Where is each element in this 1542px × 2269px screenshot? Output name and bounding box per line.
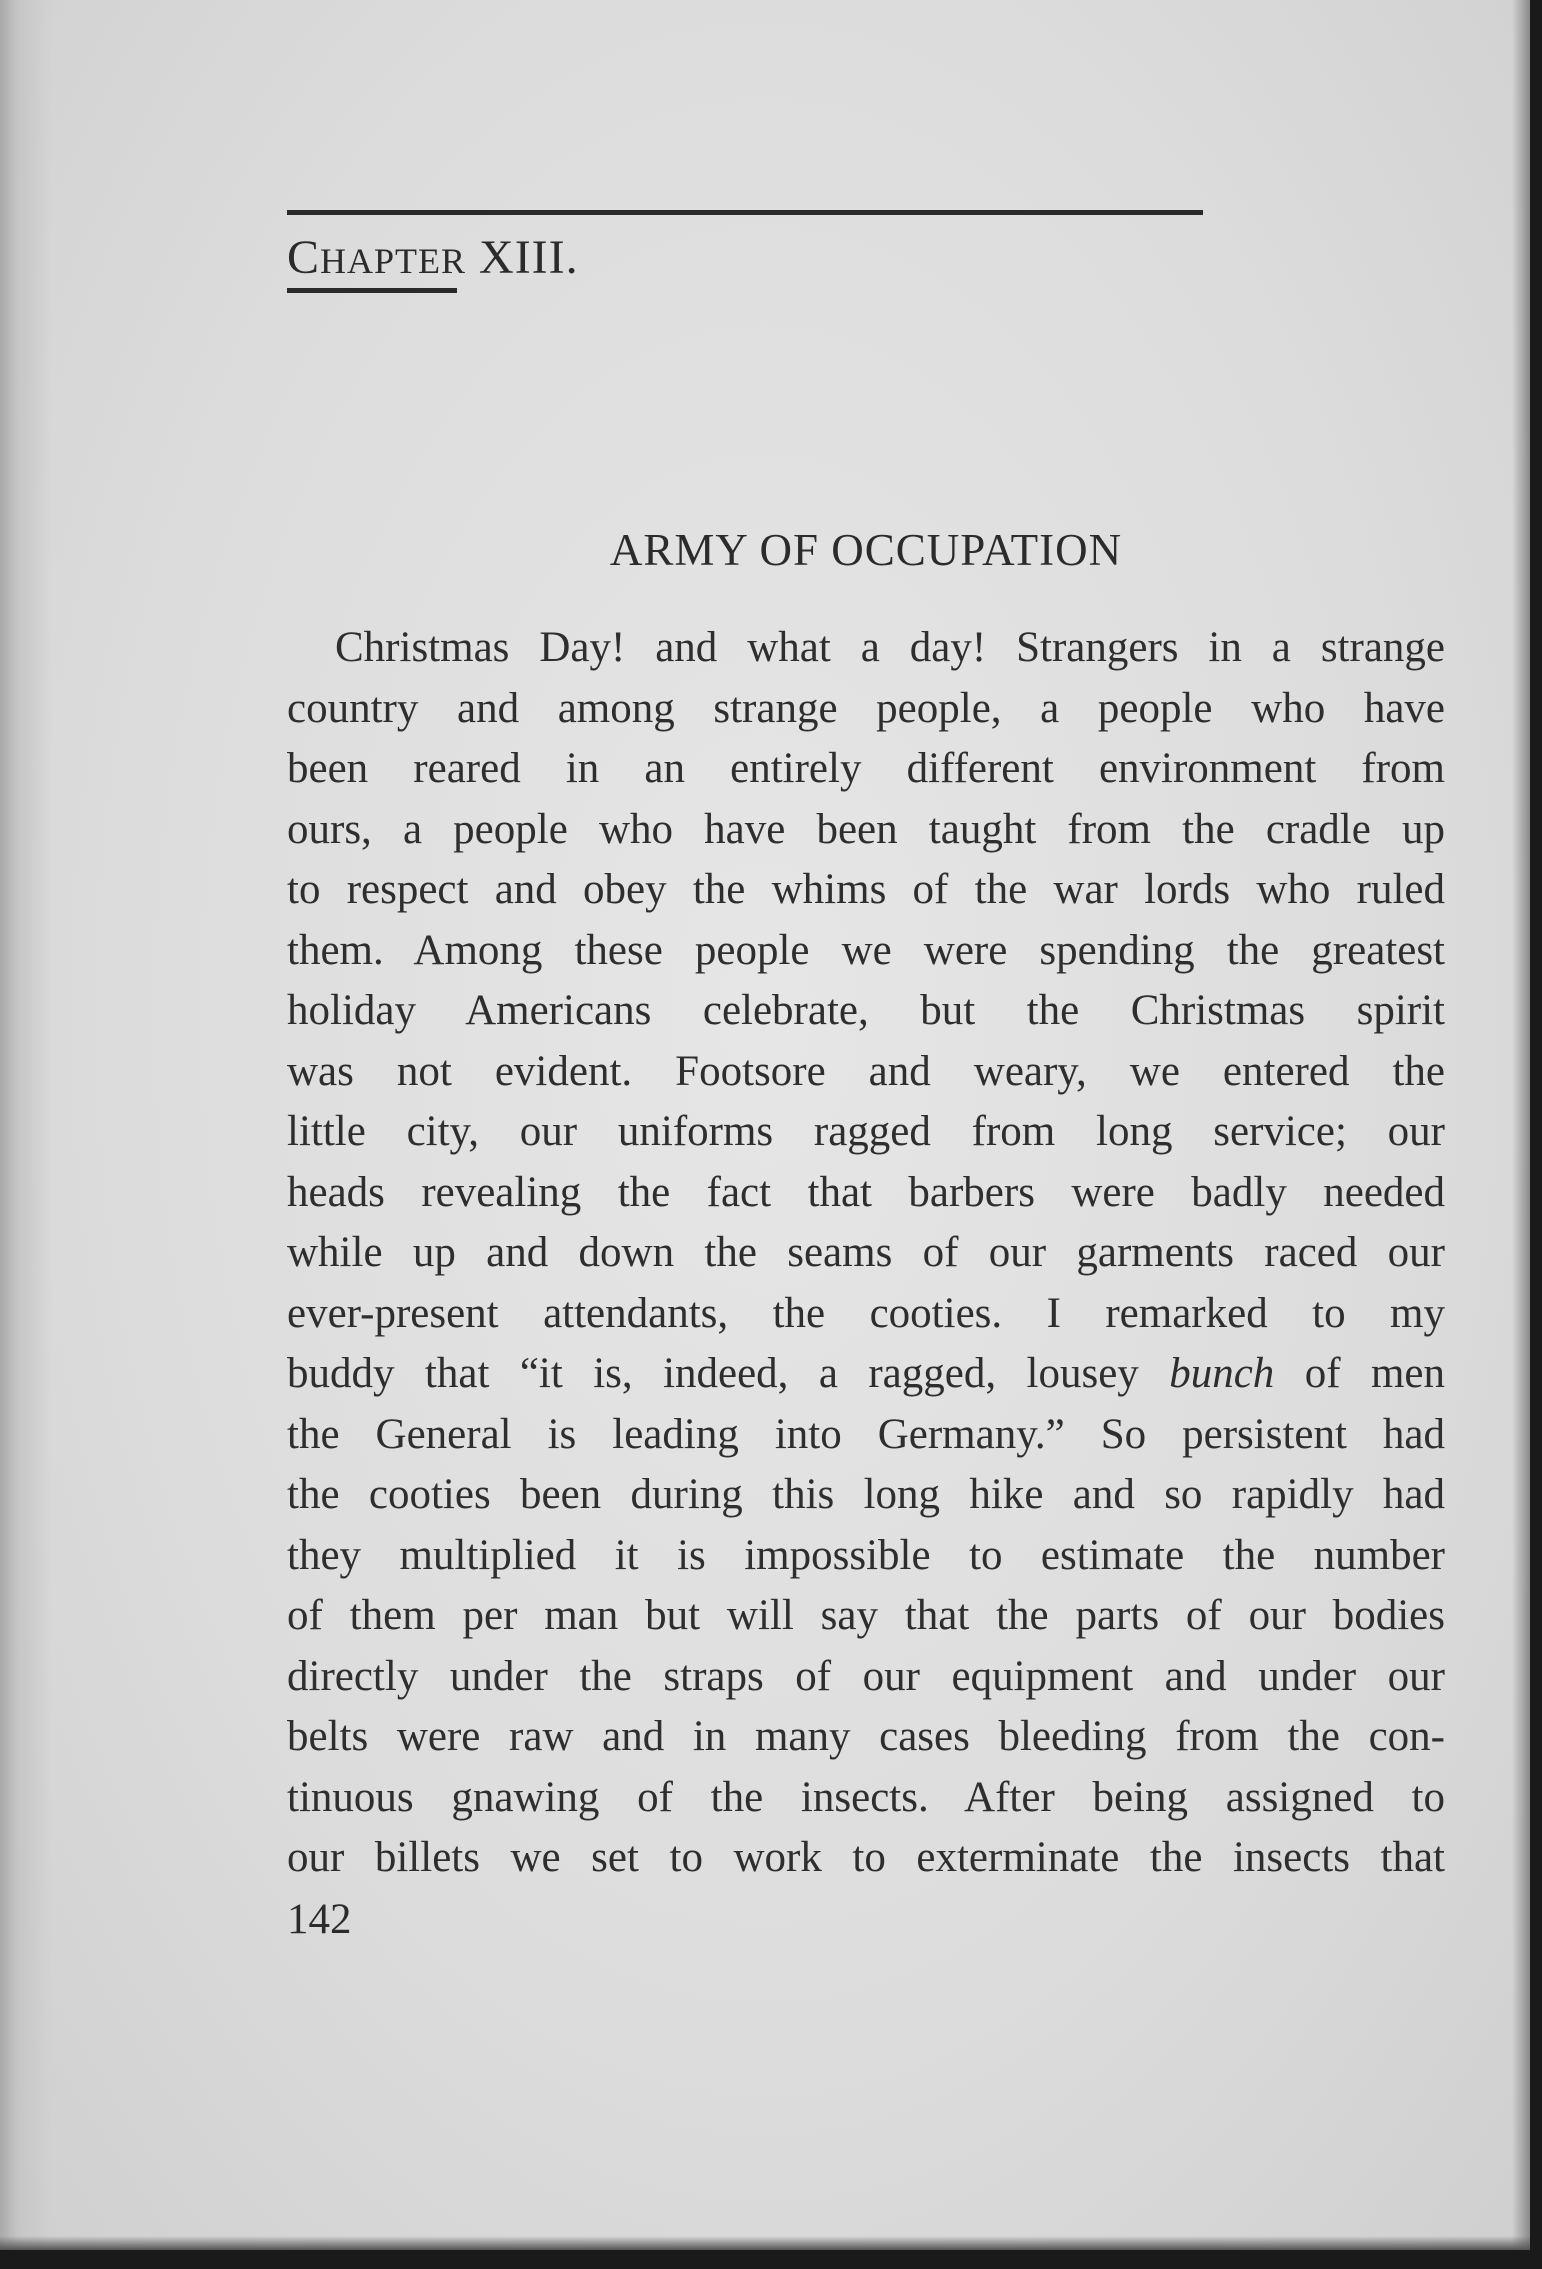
text-line: Christmas Day! and what a day! Strangers in a strange [335,624,1445,671]
chapter-heading [287,228,579,291]
text-line: to respect and obey the whims of the war lords who ruled [287,866,1445,913]
chapter-title: ARMY OF OCCUPATION [609,525,1123,575]
text-line: the cooties been during this long hike and so rapidly had [287,1471,1445,1518]
text-line: was not evident. Footsore and weary, we entered the [287,1047,1445,1095]
text-line: our billets we set to work to exterminate the insects that [287,1834,1445,1881]
chapter-numeral: XIII. [479,231,579,284]
text-line: the General is leading into Germany.” So persistent had [287,1410,1445,1458]
chapter-underline-rule [287,288,457,293]
spine-shadow [0,0,52,2250]
text-line: tinuous gnawing of the insects. After being assigned to [287,1773,1445,1821]
body-text [287,618,1445,1889]
text-line: ours, a people who have been taught from the cradle up [287,805,1445,853]
text-line: they multiplied it is impossible to estimate the number [287,1531,1445,1579]
text-line: ever-present attendants, the cooties. I remarked to my [287,1289,1445,1337]
text-line: holiday Americans celebrate, but the Christmas spirit [287,987,1445,1034]
text-line: them. Among these people we were spending the greatest [287,926,1445,974]
text-line: belts were raw and in many cases bleeding from the con- [287,1713,1445,1760]
text-line: been reared in an entirely different environment from [287,745,1445,792]
page-edge-right [1512,0,1530,2250]
text-line: directly under the straps of our equipment and under our [287,1652,1445,1700]
text-line: heads revealing the fact that barbers were badly needed [287,1168,1445,1216]
top-rule [287,210,1203,215]
chapter-prefix-rest: HAPTER [320,241,467,281]
chapter-prefix-initial: C [287,231,321,284]
page-number: 142 [287,1896,352,1943]
text-line: country and among strange people, a people who have [287,684,1445,732]
text-line: little city, our uniforms ragged from long service; our [287,1108,1445,1155]
text-line: buddy that “it is, indeed, a ragged, lousey bunch of men [287,1350,1445,1397]
italic-word: bunch [1169,1350,1275,1397]
text-line: while up and down the seams of our garments raced our [287,1229,1445,1276]
text-line: of them per man but will say that the parts of our bodies [287,1592,1445,1639]
page-edge-bottom [0,2236,1530,2250]
